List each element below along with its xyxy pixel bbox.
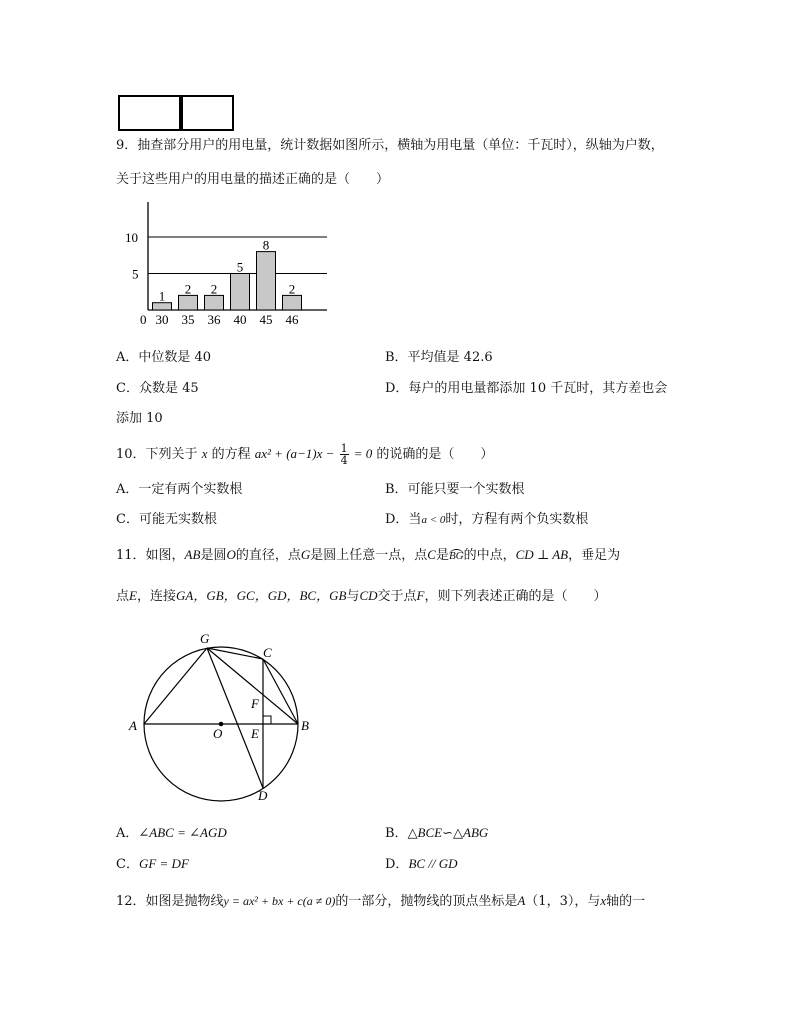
q11-l1-o: O [226, 547, 236, 562]
q10-option-d [385, 512, 588, 528]
q11-l2-a: 点 [116, 589, 130, 604]
q10-stem [116, 443, 493, 466]
q11-stem-line2 [116, 588, 606, 605]
q11-option-b [385, 825, 488, 842]
q12-stem [116, 893, 645, 910]
q11-option-a-math: ∠ABC = ∠AGD [138, 825, 227, 840]
q11-l1-perp: CD ⊥ AB [515, 547, 569, 562]
segment-gc [207, 648, 263, 659]
q11-l1-g2: ，垂足为 [568, 548, 621, 563]
segment-gd [207, 648, 263, 788]
q10-option-d-prefix: D．当 [385, 512, 422, 527]
x-tick-label: 35 [181, 312, 195, 327]
q11-option-a-label: A． [116, 826, 139, 841]
label-f: F [251, 696, 259, 711]
q11-l2-d: 交于点 [377, 589, 417, 604]
q9-stem-line2: 关于这些用户的用电量的描述正确的是（ ） [116, 172, 390, 187]
right-angle-mark [263, 716, 271, 724]
bar-35 [179, 295, 198, 310]
bar-45 [257, 252, 276, 310]
q11-l1-cpt: C [427, 547, 436, 562]
q11-stem-line1 [116, 547, 620, 564]
segment-bc [263, 659, 298, 724]
y-tick-label: 10 [125, 230, 138, 245]
data-label: 5 [236, 259, 244, 275]
q10-frac-den: 4 [340, 454, 348, 467]
q10-option-d-suffix: 时，方程有两个负实数根 [445, 512, 589, 527]
q12-eq: y = ax² + bx + c(a ≠ 0) [223, 894, 336, 908]
q11-circle-figure [124, 627, 324, 807]
q11-option-d-math: BC // GD [408, 856, 458, 871]
q9-option-d: D．每户的用电量都添加 10 千瓦时，其方差也会 [385, 381, 668, 396]
q9-bar-chart [125, 200, 345, 330]
q11-option-d [385, 856, 458, 873]
label-d: D [258, 788, 268, 803]
x-tick-label: 30 [155, 312, 169, 327]
data-label: 1 [158, 288, 166, 304]
q10-frac-num: 1 [340, 442, 348, 455]
q10-prefix: 10．下列关于 [116, 447, 198, 462]
q10-option-a: A．一定有两个实数根 [116, 482, 243, 497]
q11-l1-arc: BG [448, 550, 464, 562]
q9-option-d-continued: 添加 10 [116, 411, 163, 426]
q11-l1-c: 的直径，点 [235, 548, 301, 563]
q10-option-b: B．可能只要一个实数根 [385, 482, 525, 497]
q11-l1-e: 是 [435, 548, 449, 563]
q9-stem-line1: 9．抽查部分用户的用电量，统计数据如图所示，横轴为用电量（单位：千瓦时），纵轴为户数， [116, 138, 664, 153]
bar-40 [231, 274, 250, 311]
q9-option-c: C．众数是 45 [116, 381, 199, 396]
q11-l1-g: G [300, 547, 311, 562]
label-b: B [301, 718, 309, 733]
q11-l2-b: ，连接 [136, 589, 176, 604]
x-tick-label: 46 [285, 312, 299, 327]
data-label: 2 [288, 281, 296, 297]
y-tick-label: 0 [140, 312, 147, 327]
q11-option-c [116, 856, 189, 873]
q11-l2-cd: CD [359, 588, 378, 603]
q12-vertex: （1，3），与 [525, 894, 601, 909]
q10-fraction [340, 443, 349, 466]
q12-vertex-label: A [517, 893, 526, 908]
label-a: A [129, 718, 137, 733]
data-label: 2 [210, 281, 218, 297]
q12-prefix: 12．如图是抛物线 [116, 894, 224, 909]
q9-option-a: A．中位数是 40 [116, 350, 212, 365]
q11-l2-f: F [416, 588, 425, 603]
q12-suffix: 轴的一 [606, 894, 646, 909]
header-box-right [179, 95, 234, 131]
q11-l1-d: 是圆上任意一点，点 [310, 548, 428, 563]
data-label: 2 [184, 281, 192, 297]
header-box-left [118, 95, 183, 131]
q12-mid: 的一部分，抛物线的顶点坐标是 [335, 894, 518, 909]
q11-l1-a: 11．如图， [116, 548, 185, 563]
q11-option-c-label: C． [116, 857, 139, 872]
label-c: C [263, 645, 272, 660]
label-o: O [213, 726, 223, 741]
q11-l1-b: 是圆 [200, 548, 227, 563]
x-tick-label: 36 [207, 312, 221, 327]
bar-46 [283, 295, 302, 310]
q11-l1-f: 的中点， [463, 548, 516, 563]
bar-36 [205, 295, 224, 310]
label-g: G [200, 631, 210, 646]
x-tick-label: 40 [233, 312, 247, 327]
q9-option-b: B．平均值是 42.6 [385, 350, 493, 365]
bar-30 [153, 303, 172, 310]
y-tick-label: 5 [132, 266, 139, 282]
q10-suffix: 的说确的是（ ） [376, 447, 494, 462]
q11-l2-segs: GA，GB，GC，GD，BC，GB [175, 588, 347, 603]
data-label: 8 [262, 237, 270, 253]
q12-axis: x [600, 893, 607, 908]
segment-gb [207, 648, 298, 724]
q11-option-c-math: GF = DF [138, 856, 189, 871]
q10-mid: 的方程 [211, 447, 251, 462]
q11-l2-e: E [129, 588, 137, 603]
q10-option-c: C．可能无实数根 [116, 512, 217, 527]
x-tick-label: 45 [259, 312, 273, 327]
q11-l1-ab: AB [184, 547, 201, 562]
q10-option-d-math: a < 0 [421, 514, 446, 526]
q10-eq-left: ax² + (a−1)x − [254, 446, 335, 461]
q10-eq-right: = 0 [353, 446, 373, 461]
q10-var-x: x [201, 446, 208, 461]
q11-l2-c: 与 [346, 589, 360, 604]
q11-option-d-label: D． [385, 857, 409, 872]
label-e: E [251, 726, 259, 741]
q11-option-a [116, 825, 227, 842]
q11-l2-g: ，则下列表述正确的是（ ） [424, 589, 607, 604]
q11-option-b-math: △BCE∽△ABG [407, 825, 489, 840]
q11-option-b-label: B． [385, 826, 408, 841]
